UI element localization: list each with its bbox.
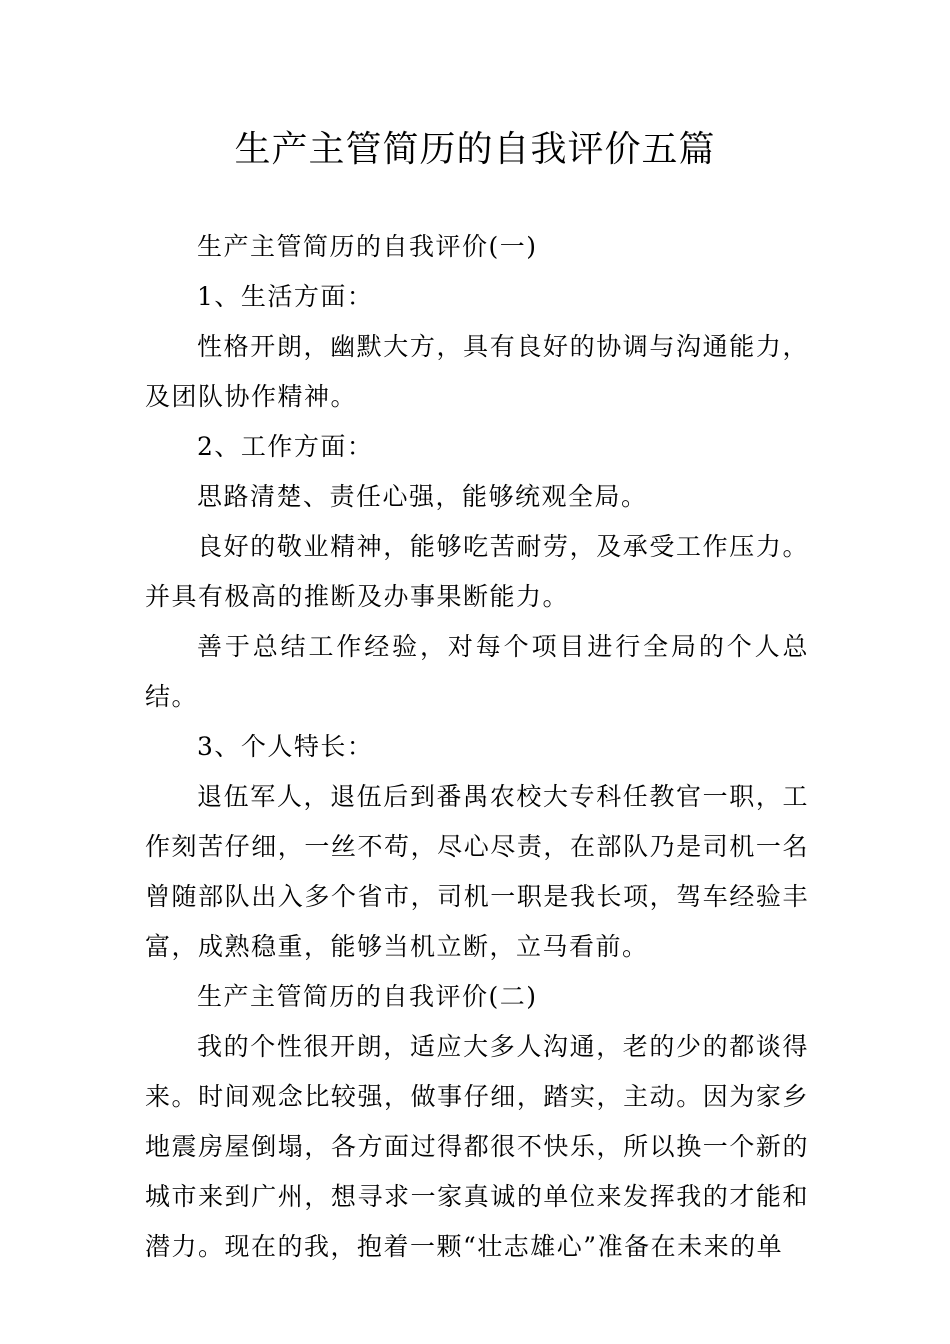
subheading-life: 1、生活方面： [197,282,374,311]
document-body [145,222,809,1272]
paragraph-character: 我的个性很开朗，适应大多人沟通，老的少的都谈得来。时间观念比较强，做事仔细，踏实，主动。因为家乡地震房屋倒塌，各方面过得都很不快乐，所以换一个新的城市来到广州，想寻求一家真诚的单位来发挥我的才能和潜力。现在的我，抱着一颗“壮志雄心”准备在未来的单 [145,1032,809,1261]
paragraph-summary: 善于总结工作经验，对每个项目进行全局的个人总结。 [145,632,809,711]
paragraph-dedication: 良好的敬业精神，能够吃苦耐劳，及承受工作压力。并具有极高的推断及办事果断能力。 [145,532,809,611]
paragraph-personality: 性格开朗，幽默大方，具有良好的协调与沟通能力，及团队协作精神。 [145,332,809,411]
section-heading-2: 生产主管简历的自我评价(二) [197,982,538,1011]
paragraph-veteran: 退伍军人，退伍后到番禺农校大专科任教官一职，工作刻苦仔细，一丝不苟，尽心尽责，在部队乃是司机一名曾随部队出入多个省市，司机一职是我长项，驾车经验丰富，成熟稳重，能够当机立断，立马看前。 [145,782,809,961]
section-heading-1: 生产主管简历的自我评价(一) [197,232,538,261]
document-title: 生产主管简历的自我评价五篇 [234,129,716,170]
paragraph-thinking: 思路清楚、责任心强，能够统观全局。 [197,482,648,511]
subheading-work: 2、工作方面： [197,432,374,461]
subheading-specialty: 3、个人特长： [197,732,374,761]
